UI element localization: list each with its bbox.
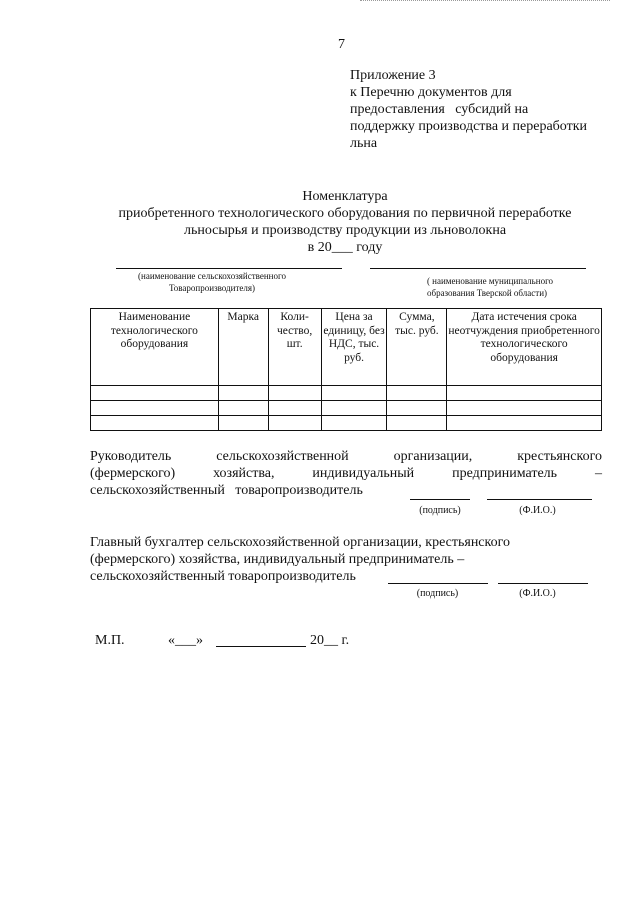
column-header: Наименование технологического оборудования: [91, 309, 219, 386]
signature-caption: (подпись): [416, 588, 459, 599]
head-name-field[interactable]: [487, 499, 592, 500]
column-header: Марка: [218, 309, 268, 386]
date-year: 20__ г.: [310, 633, 350, 648]
municipality-name-line[interactable]: [370, 268, 586, 269]
producer-caption: (наименование сельскохозяйственного: [138, 271, 286, 281]
head-text-line: сельскохозяйственный товаропроизводитель: [90, 483, 363, 498]
scan-artifact-top: [360, 0, 610, 3]
municipality-caption: ( наименование муниципального: [426, 276, 554, 286]
signature-caption: (подпись): [419, 505, 461, 516]
stamp-place: М.П.: [95, 633, 125, 648]
municipality-caption: образования Тверской области): [426, 288, 548, 298]
head-text-word: Руководитель: [90, 449, 172, 464]
table-row[interactable]: [91, 401, 602, 416]
column-header: Цена за единицу, без НДС, тыс. руб.: [321, 309, 387, 386]
document-title-line: льносырья и производству продукции из льноволокна: [183, 223, 507, 238]
name-caption: (Ф.И.О.): [519, 588, 556, 599]
accountant-text-line: (фермерского) хозяйства, индивидуальный предприниматель –: [90, 552, 465, 567]
table-header-row: [91, 309, 602, 386]
column-header: Сумма, тыс. руб.: [387, 309, 447, 386]
appendix-line: поддержку производства и переработки: [350, 119, 588, 134]
equipment-table: [90, 308, 602, 431]
table-row[interactable]: [91, 386, 602, 401]
head-signature-field[interactable]: [410, 499, 470, 500]
document-title-line: приобретенного технологического оборудования по первичной переработке: [118, 206, 572, 221]
appendix-line: к Перечню документов для: [350, 85, 512, 100]
head-text-word: крестьянского: [517, 449, 602, 464]
appendix-line: предоставления субсидий на: [350, 102, 529, 117]
head-text-word: предприниматель: [452, 466, 558, 481]
accountant-signature-field[interactable]: [388, 583, 488, 584]
column-header: Дата истечения срока неотчуждения приобретенного технологического оборудования: [447, 309, 602, 386]
column-header: Коли-чество, шт.: [268, 309, 321, 386]
head-text-word: –: [594, 466, 602, 481]
name-caption: (Ф.И.О.): [519, 505, 556, 516]
document-title-year: в 20___ году: [307, 240, 383, 255]
date-month-field[interactable]: [216, 646, 306, 647]
head-text-word: хозяйства,: [213, 466, 275, 481]
producer-caption: Товаропроизводителя): [168, 283, 255, 293]
appendix-note: [350, 67, 620, 152]
accountant-text-line: Главный бухгалтер сельскохозяйственной организации, крестьянского: [90, 535, 511, 550]
head-text-word: организации,: [393, 449, 473, 464]
head-text-word: сельскохозяйственной: [216, 449, 349, 464]
appendix-line: льна: [350, 136, 378, 151]
page-number: 7: [338, 37, 345, 52]
accountant-text-line: сельскохозяйственный товаропроизводитель: [90, 569, 356, 584]
appendix-line: Приложение 3: [350, 68, 436, 83]
producer-name-line[interactable]: [116, 268, 342, 269]
accountant-name-field[interactable]: [498, 583, 588, 584]
head-signature-block: [90, 448, 602, 499]
date-day: «___»: [168, 633, 203, 648]
head-text-word: (фермерского): [90, 466, 176, 481]
head-text-word: индивидуальный: [312, 466, 415, 481]
document-title: Номенклатура: [302, 189, 388, 204]
accountant-signature-block: [90, 534, 610, 585]
table-row[interactable]: [91, 416, 602, 431]
